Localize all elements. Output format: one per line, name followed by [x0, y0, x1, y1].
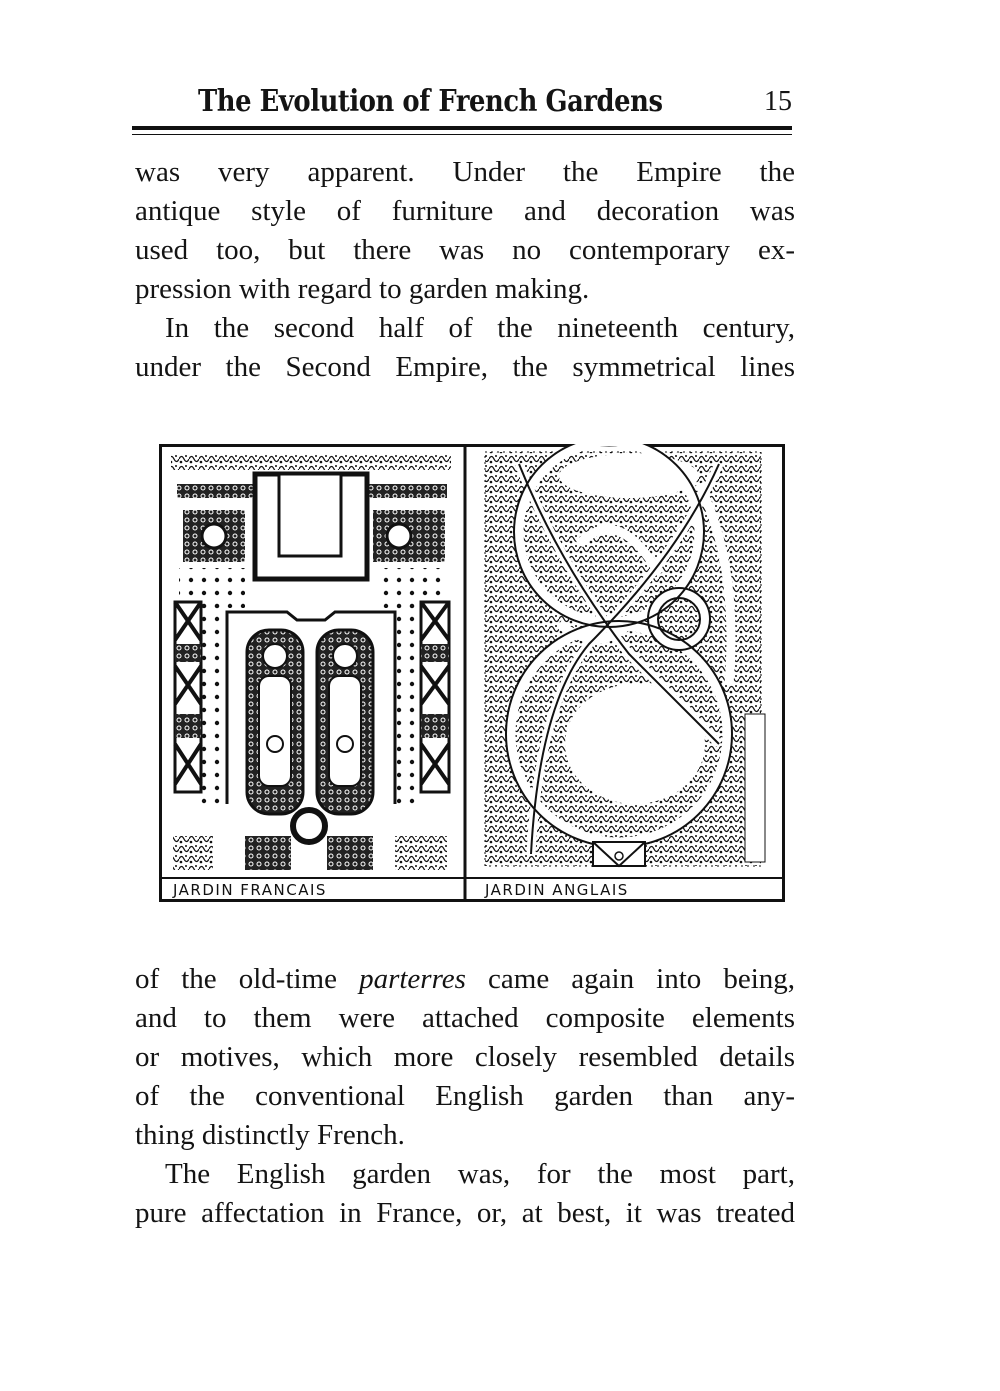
italic-word-parterres: parterres	[359, 963, 466, 995]
text-fragment: of the old-time	[135, 963, 360, 995]
text-line: In the second half of the nineteenth century,	[165, 312, 795, 344]
text-line: under the Second Empire, the symmetrical lines	[135, 351, 795, 383]
text-block-bottom	[135, 960, 795, 1233]
page-number: 15	[764, 86, 792, 117]
text-line: pure affectation in France, or, at best, it was treated	[135, 1197, 795, 1229]
text-line: thing distinctly French.	[135, 1119, 405, 1151]
header-rule-thin	[132, 134, 792, 135]
text-line: and to them were attached composite elements	[135, 1002, 795, 1034]
caption-jardin-francais: JARDIN FRANCAIS	[173, 881, 327, 899]
garden-plans-illustration	[159, 444, 785, 902]
running-header	[132, 84, 792, 124]
text-line: or motives, which more closely resembled details	[135, 1041, 795, 1073]
text-line: was very apparent. Under the Empire the	[135, 156, 795, 188]
header-rule	[132, 126, 792, 130]
garden-plans-figure	[159, 444, 785, 902]
text-line: pression with regard to garden making.	[135, 273, 590, 305]
text-line: of the conventional English garden than any-	[135, 1080, 795, 1112]
text-fragment: came again into being,	[465, 963, 796, 995]
text-block-top	[135, 153, 795, 387]
text-line	[135, 960, 795, 999]
running-title: The Evolution of French Gardens	[198, 84, 663, 119]
text-line: antique style of furniture and decoration was	[135, 195, 795, 227]
text-line: used too, but there was no contemporary ex-	[135, 234, 795, 266]
caption-jardin-anglais: JARDIN ANGLAIS	[485, 881, 629, 899]
jardin-anglais-plan	[485, 444, 765, 866]
text-line: The English garden was, for the most part,	[165, 1158, 795, 1190]
